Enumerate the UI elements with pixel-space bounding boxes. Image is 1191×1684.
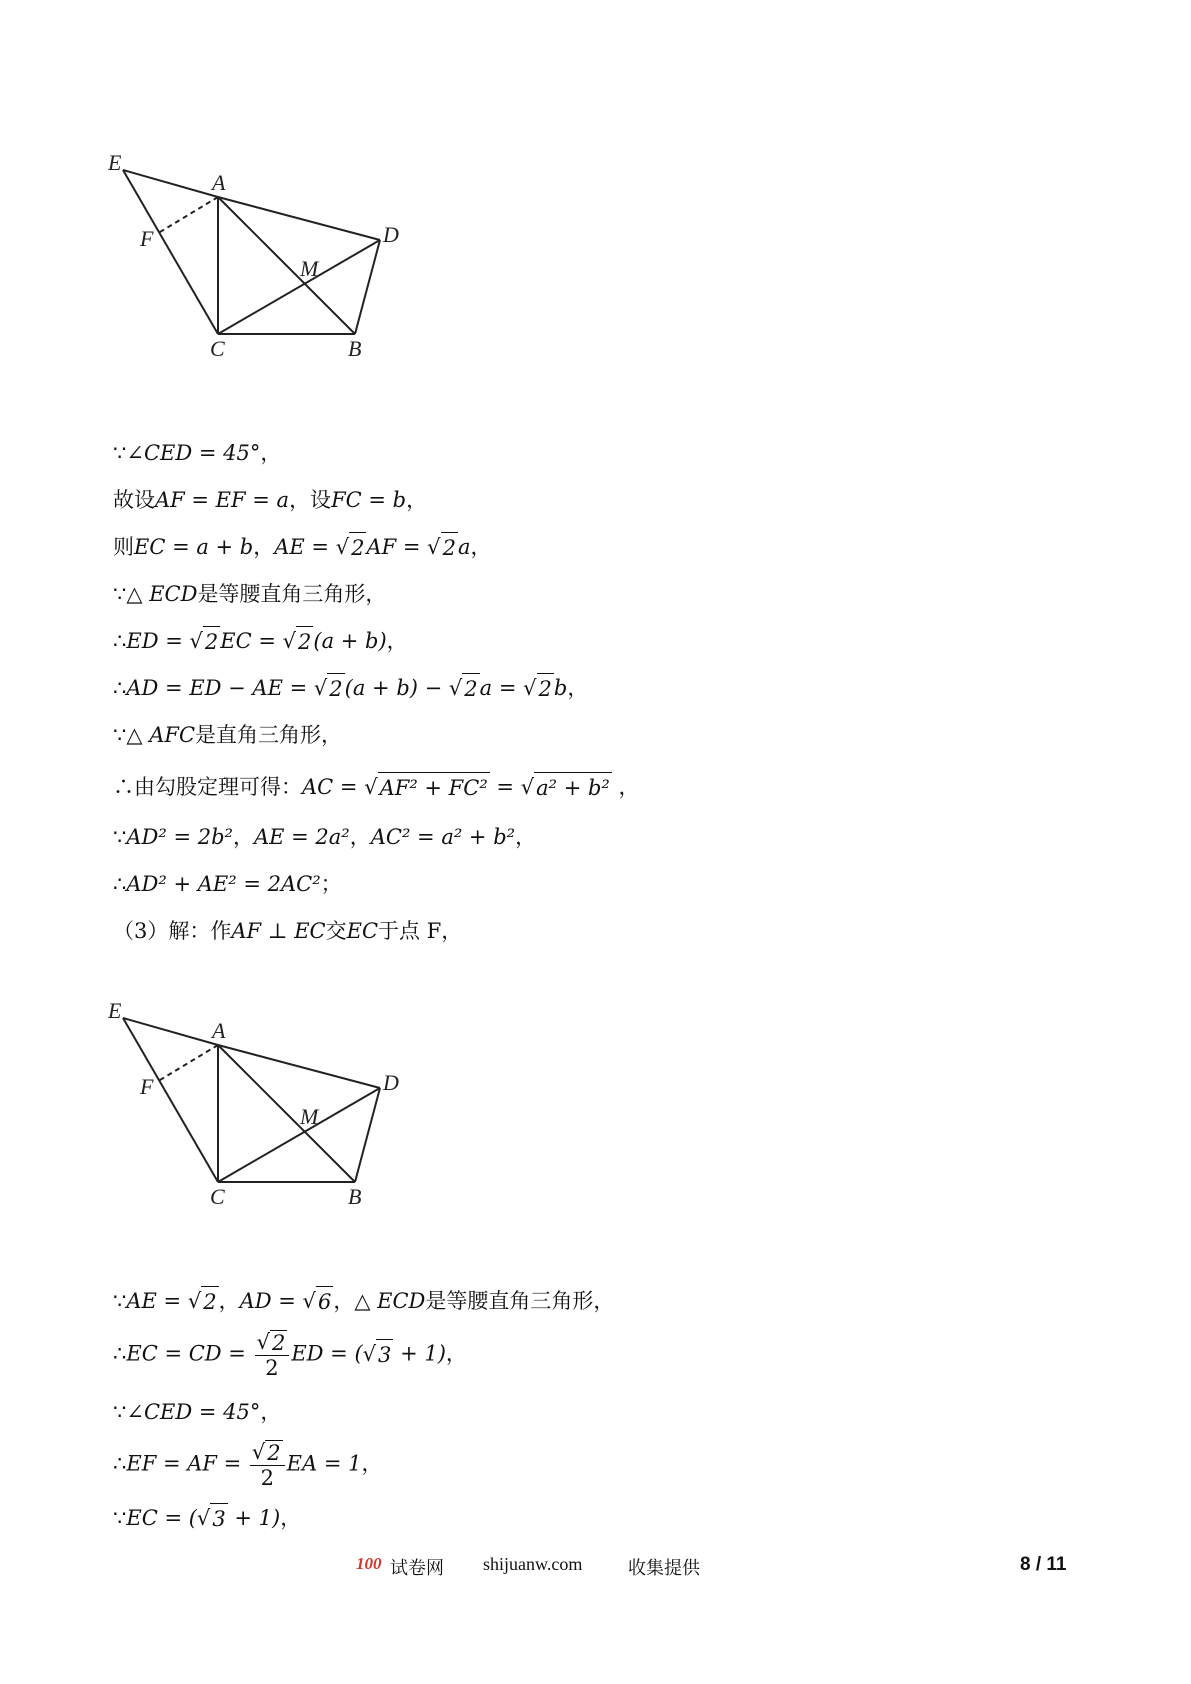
line-3: 则EC = a + b，AE = √ 2 AF = √ 2 a， [113,532,491,563]
line-8: ∴由勾股定理可得：AC = √ AF² + FC² = √ a² + b² ， [113,772,640,803]
point-label-b: B [348,336,362,361]
sqrt-2: √ 2 [188,1286,219,1317]
line-2: 故设AF = EF = a，设FC = b， [113,488,428,512]
point-label-c: C [210,336,225,361]
page-footer [0,1554,1191,1584]
sqrt-3: √ 3 [363,1339,394,1370]
line-9: ∵AD² = 2b²，AE = 2a²，AC² = a² + b²， [113,825,537,849]
point-label-m: M [300,1104,319,1129]
sqrt-3: √ 3 [197,1503,228,1534]
footer-brand: 试卷网 [390,1558,444,1578]
line-15: ∴EF = AF = √ 2 2 EA = 1， [113,1440,383,1490]
geometry-figure-1 [108,152,448,392]
sqrt-2: √ 2 [449,673,480,704]
footer-provided-text: 收集提供 [628,1558,700,1578]
fraction-sqrt2-over-2: √ 2 2 [255,1330,290,1380]
line-4: ∵△ ECD是等腰直角三角形， [113,582,387,606]
segment-db [355,240,380,334]
sqrt-a2-b2: √ a² + b² [521,772,612,803]
line-14: ∵∠CED = 45°， [113,1400,282,1424]
footer-site-link[interactable]: shijuanw.com [483,1554,583,1574]
geometry-diagram-svg [108,1000,448,1240]
sqrt-6: √ 6 [303,1286,334,1317]
point-label-a: A [212,170,226,195]
line-10: ∴AD² + AE² = 2AC²； [113,872,342,896]
line-1: ∵∠CED = 45°， [113,441,282,465]
sqrt-2: √ 2 [427,532,458,563]
point-label-f: F [140,226,154,251]
point-label-c: C [210,1184,225,1209]
geometry-diagram-svg [108,152,448,392]
segment-ad [218,197,380,240]
line-6: ∴AD = ED − AE = √ 2 (a + b) − √ 2 a = √ 2 b， [113,673,588,704]
sqrt-2: √ 2 [336,532,367,563]
line-12: ∵AE = √ 2 ，AD = √ 6 ，△ ECD是等腰直角三角形， [113,1286,614,1317]
point-label-d: D [383,222,399,247]
point-label-e: E [108,1000,122,1023]
point-label-a: A [212,1018,226,1043]
site-logo: 100 [356,1554,382,1573]
sqrt-2: √ 2 [283,626,314,657]
point-label-d: D [383,1070,399,1095]
segment-ec [123,170,218,334]
page-number: 8 / 11 [1020,1554,1067,1575]
fraction-sqrt2-over-2: √ 2 2 [250,1440,285,1490]
segment-cd [218,240,380,334]
line-11: （3）解：作AF ⊥ EC交EC于点 F， [113,919,463,943]
line-5: ∴ED = √ 2 EC = √ 2 (a + b)， [113,626,408,657]
point-label-f: F [140,1074,154,1099]
point-label-e: E [108,152,122,175]
geometry-figure-2 [108,1000,448,1240]
sqrt-2: √ 2 [523,673,554,704]
segment-af-dashed [160,1045,218,1080]
line-13: ∴EC = CD = √ 2 2 ED = ( √ 3 + 1)， [113,1330,467,1380]
line-7: ∵△ AFC是直角三角形， [113,723,343,747]
sqrt-2: √ 2 [190,626,221,657]
sqrt-2: √ 2 [314,673,345,704]
point-label-b: B [348,1184,362,1209]
point-label-m: M [300,256,319,281]
segment-af-dashed [160,197,218,232]
segment-ec [123,1018,218,1182]
segment-ad [218,1045,380,1088]
segment-cd [218,1088,380,1182]
sqrt-af2-fc2: √ AF² + FC² [364,772,490,803]
line-16: ∵EC = ( √ 3 + 1)， [113,1503,301,1534]
segment-db [355,1088,380,1182]
